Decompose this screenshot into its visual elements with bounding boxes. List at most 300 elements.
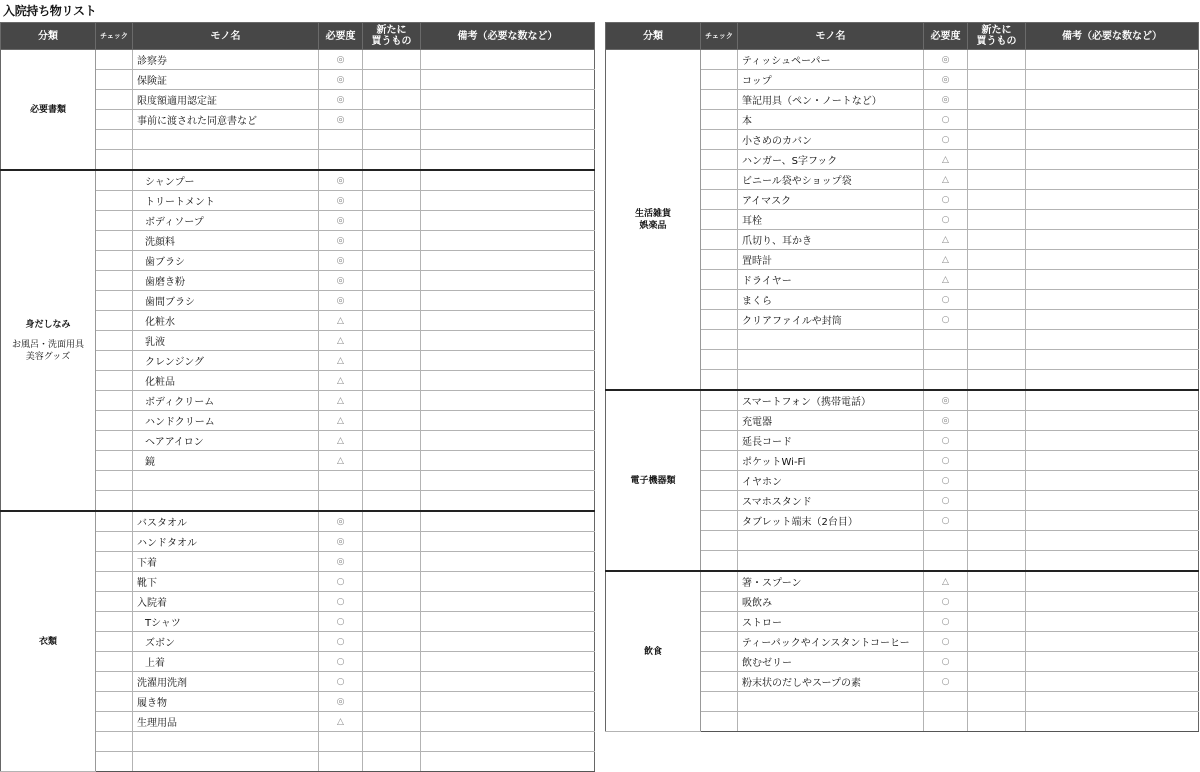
importance-cell: ○: [319, 672, 363, 692]
new-buy-cell[interactable]: [968, 370, 1026, 391]
check-cell[interactable]: [96, 70, 133, 90]
importance-cell: ○: [319, 592, 363, 612]
new-buy-cell[interactable]: [363, 70, 421, 90]
check-cell[interactable]: [96, 291, 133, 311]
importance-cell: ○: [924, 652, 968, 672]
importance-cell: ◎: [924, 90, 968, 110]
check-cell[interactable]: [96, 552, 133, 572]
notes-cell[interactable]: [1026, 130, 1199, 150]
new-buy-cell[interactable]: [968, 431, 1026, 451]
check-cell[interactable]: [701, 70, 738, 90]
notes-cell[interactable]: [421, 451, 595, 471]
check-cell[interactable]: [701, 571, 738, 592]
check-cell[interactable]: [96, 752, 133, 772]
new-buy-cell[interactable]: [363, 552, 421, 572]
new-buy-cell[interactable]: [968, 50, 1026, 70]
notes-cell[interactable]: [421, 191, 595, 211]
new-buy-cell[interactable]: [363, 712, 421, 732]
new-buy-cell[interactable]: [968, 310, 1026, 330]
check-cell[interactable]: [96, 511, 133, 532]
new-buy-header: 新たに 買うもの: [968, 23, 1026, 50]
notes-cell[interactable]: [1026, 431, 1199, 451]
check-cell[interactable]: [96, 391, 133, 411]
check-cell[interactable]: [701, 190, 738, 210]
notes-cell[interactable]: [421, 391, 595, 411]
new-buy-cell[interactable]: [968, 652, 1026, 672]
new-buy-cell[interactable]: [968, 592, 1026, 612]
check-cell[interactable]: [701, 390, 738, 411]
item-name-cell: シャンプー: [133, 170, 319, 191]
check-cell[interactable]: [701, 712, 738, 732]
item-name-cell: 小さめのカバン: [738, 130, 924, 150]
category-cell: [1, 50, 96, 171]
notes-cell[interactable]: [421, 532, 595, 552]
notes-cell[interactable]: [1026, 170, 1199, 190]
new-buy-cell[interactable]: [363, 331, 421, 351]
category-cell: [606, 50, 701, 391]
notes-cell[interactable]: [421, 692, 595, 712]
item-name-cell: ハンドクリーム: [133, 411, 319, 431]
notes-cell[interactable]: [421, 311, 595, 331]
item-name-cell: スマートフォン（携帯電話）: [738, 390, 924, 411]
new-buy-cell[interactable]: [363, 130, 421, 150]
importance-cell: [924, 531, 968, 551]
new-buy-cell[interactable]: [363, 491, 421, 512]
importance-cell: [924, 350, 968, 370]
check-cell[interactable]: [96, 572, 133, 592]
notes-cell[interactable]: [421, 411, 595, 431]
new-buy-cell[interactable]: [363, 672, 421, 692]
check-cell[interactable]: [701, 411, 738, 431]
category-cell: [606, 571, 701, 732]
check-cell[interactable]: [701, 451, 738, 471]
notes-cell[interactable]: [421, 732, 595, 752]
check-cell[interactable]: [96, 150, 133, 171]
notes-cell[interactable]: [1026, 350, 1199, 370]
check-cell[interactable]: [96, 411, 133, 431]
check-cell[interactable]: [701, 471, 738, 491]
notes-cell[interactable]: [421, 271, 595, 291]
new-buy-cell[interactable]: [363, 231, 421, 251]
check-cell[interactable]: [96, 491, 133, 512]
new-buy-cell[interactable]: [363, 150, 421, 171]
check-cell[interactable]: [701, 210, 738, 230]
notes-cell[interactable]: [1026, 190, 1199, 210]
new-buy-cell[interactable]: [968, 411, 1026, 431]
category-name: 電子機器類: [630, 475, 676, 486]
category-header: 分類: [1, 23, 96, 50]
item-name-cell: Tシャツ: [133, 612, 319, 632]
importance-cell: ○: [924, 451, 968, 471]
new-buy-cell[interactable]: [363, 632, 421, 652]
check-cell[interactable]: [701, 130, 738, 150]
item-name-cell: 歯間ブラシ: [133, 291, 319, 311]
notes-cell[interactable]: [421, 90, 595, 110]
notes-cell[interactable]: [1026, 692, 1199, 712]
check-cell[interactable]: [96, 632, 133, 652]
item-name-cell: [133, 732, 319, 752]
importance-cell: ◎: [319, 271, 363, 291]
check-cell[interactable]: [701, 330, 738, 350]
check-cell[interactable]: [96, 692, 133, 712]
check-cell[interactable]: [701, 230, 738, 250]
category-cell: [1, 170, 96, 511]
new-buy-cell[interactable]: [968, 150, 1026, 170]
notes-cell[interactable]: [421, 471, 595, 491]
check-cell[interactable]: [701, 592, 738, 612]
notes-cell[interactable]: [1026, 70, 1199, 90]
notes-cell[interactable]: [421, 110, 595, 130]
check-cell[interactable]: [701, 551, 738, 572]
check-cell[interactable]: [96, 170, 133, 191]
check-cell[interactable]: [701, 50, 738, 70]
notes-cell[interactable]: [421, 70, 595, 90]
notes-cell[interactable]: [1026, 612, 1199, 632]
check-cell[interactable]: [701, 491, 738, 511]
new-buy-cell[interactable]: [363, 652, 421, 672]
check-cell[interactable]: [701, 692, 738, 712]
notes-cell[interactable]: [421, 572, 595, 592]
notes-cell[interactable]: [421, 712, 595, 732]
importance-cell: ○: [924, 190, 968, 210]
new-buy-cell[interactable]: [968, 551, 1026, 572]
item-name-cell: 靴下: [133, 572, 319, 592]
notes-cell[interactable]: [1026, 250, 1199, 270]
notes-cell[interactable]: [1026, 210, 1199, 230]
check-cell[interactable]: [96, 371, 133, 391]
notes-cell[interactable]: [1026, 491, 1199, 511]
new-buy-cell[interactable]: [363, 351, 421, 371]
new-buy-cell[interactable]: [363, 431, 421, 451]
item-name-cell: 飲むゼリー: [738, 652, 924, 672]
new-buy-cell[interactable]: [968, 90, 1026, 110]
item-name-cell: 置時計: [738, 250, 924, 270]
notes-cell[interactable]: [421, 231, 595, 251]
check-cell[interactable]: [701, 290, 738, 310]
new-buy-header: 新たに 買うもの: [363, 23, 421, 50]
page-title: 入院持ち物リスト: [3, 4, 97, 18]
check-cell[interactable]: [701, 511, 738, 531]
table-row: [1, 511, 595, 532]
check-cell[interactable]: [701, 632, 738, 652]
notes-cell[interactable]: [1026, 712, 1199, 732]
item-name-cell: 充電器: [738, 411, 924, 431]
new-buy-cell[interactable]: [968, 712, 1026, 732]
notes-cell[interactable]: [421, 50, 595, 70]
new-buy-cell[interactable]: [363, 170, 421, 191]
item-name-cell: [738, 692, 924, 712]
check-cell[interactable]: [96, 191, 133, 211]
new-buy-cell[interactable]: [363, 50, 421, 70]
new-buy-cell[interactable]: [363, 191, 421, 211]
new-buy-cell[interactable]: [968, 350, 1026, 370]
new-buy-cell[interactable]: [363, 211, 421, 231]
notes-cell[interactable]: [421, 351, 595, 371]
check-cell[interactable]: [96, 50, 133, 70]
new-buy-cell[interactable]: [363, 291, 421, 311]
new-buy-cell[interactable]: [968, 692, 1026, 712]
item-name-cell: [738, 350, 924, 370]
notes-cell[interactable]: [1026, 471, 1199, 491]
notes-cell[interactable]: [1026, 370, 1199, 391]
importance-cell: ◎: [319, 170, 363, 191]
check-cell[interactable]: [96, 532, 133, 552]
notes-cell[interactable]: [1026, 230, 1199, 250]
item-name-cell: [738, 531, 924, 551]
notes-cell[interactable]: [1026, 571, 1199, 592]
check-cell[interactable]: [701, 350, 738, 370]
importance-cell: [924, 330, 968, 350]
new-buy-cell[interactable]: [363, 110, 421, 130]
notes-cell[interactable]: [421, 150, 595, 171]
new-buy-cell[interactable]: [968, 230, 1026, 250]
left-header-row: [1, 23, 595, 50]
item-name-cell: ズボン: [133, 632, 319, 652]
check-cell[interactable]: [701, 170, 738, 190]
importance-cell: ○: [319, 572, 363, 592]
item-name-cell: [133, 471, 319, 491]
item-name-cell: [738, 551, 924, 572]
item-name-cell: 乳液: [133, 331, 319, 351]
check-cell[interactable]: [701, 370, 738, 391]
notes-cell[interactable]: [1026, 390, 1199, 411]
notes-cell[interactable]: [421, 130, 595, 150]
notes-cell[interactable]: [421, 612, 595, 632]
new-buy-cell[interactable]: [363, 692, 421, 712]
notes-cell[interactable]: [1026, 652, 1199, 672]
notes-cell[interactable]: [1026, 270, 1199, 290]
notes-cell[interactable]: [421, 491, 595, 512]
notes-cell[interactable]: [421, 251, 595, 271]
notes-cell[interactable]: [421, 211, 595, 231]
new-buy-cell[interactable]: [968, 130, 1026, 150]
new-buy-cell[interactable]: [363, 451, 421, 471]
item-name-cell: 履き物: [133, 692, 319, 712]
category-name: 衣類: [38, 636, 57, 647]
new-buy-cell[interactable]: [363, 411, 421, 431]
category-name: 飲食: [643, 646, 662, 657]
item-name-cell: 延長コード: [738, 431, 924, 451]
importance-cell: ○: [924, 471, 968, 491]
importance-cell: △: [319, 331, 363, 351]
check-cell[interactable]: [96, 471, 133, 491]
check-cell[interactable]: [701, 90, 738, 110]
new-buy-cell[interactable]: [363, 752, 421, 772]
item-name-cell: [133, 130, 319, 150]
new-buy-cell[interactable]: [363, 511, 421, 532]
notes-cell[interactable]: [421, 291, 595, 311]
check-cell[interactable]: [96, 592, 133, 612]
notes-cell[interactable]: [1026, 330, 1199, 350]
item-name-cell: 下着: [133, 552, 319, 572]
check-cell[interactable]: [701, 652, 738, 672]
notes-cell[interactable]: [1026, 310, 1199, 330]
new-buy-cell[interactable]: [363, 271, 421, 291]
notes-cell[interactable]: [421, 431, 595, 451]
check-cell[interactable]: [96, 251, 133, 271]
item-name-cell: 歯ブラシ: [133, 251, 319, 271]
check-cell[interactable]: [96, 110, 133, 130]
new-buy-cell[interactable]: [968, 672, 1026, 692]
new-buy-cell[interactable]: [363, 90, 421, 110]
notes-cell[interactable]: [421, 511, 595, 532]
new-buy-cell[interactable]: [968, 290, 1026, 310]
item-name-cell: アイマスク: [738, 190, 924, 210]
new-buy-cell[interactable]: [968, 511, 1026, 531]
category-name: 身だしなみ: [25, 319, 71, 330]
new-buy-cell[interactable]: [968, 110, 1026, 130]
importance-cell: [924, 692, 968, 712]
new-buy-cell[interactable]: [968, 451, 1026, 471]
item-name-cell: 粉末状のだしやスープの素: [738, 672, 924, 692]
notes-cell[interactable]: [1026, 551, 1199, 572]
new-buy-cell[interactable]: [968, 390, 1026, 411]
check-cell[interactable]: [96, 351, 133, 371]
notes-cell[interactable]: [421, 632, 595, 652]
new-buy-cell[interactable]: [363, 732, 421, 752]
notes-cell[interactable]: [421, 652, 595, 672]
new-buy-cell[interactable]: [968, 270, 1026, 290]
notes-cell[interactable]: [421, 592, 595, 612]
check-cell[interactable]: [701, 310, 738, 330]
item-name-cell: ドライヤー: [738, 270, 924, 290]
new-buy-cell[interactable]: [363, 371, 421, 391]
notes-cell[interactable]: [1026, 511, 1199, 531]
new-buy-cell[interactable]: [363, 391, 421, 411]
item-name-cell: 洗濯用洗剤: [133, 672, 319, 692]
check-cell[interactable]: [701, 150, 738, 170]
item-name-cell: ボディソープ: [133, 211, 319, 231]
notes-cell[interactable]: [1026, 632, 1199, 652]
check-cell[interactable]: [701, 612, 738, 632]
check-cell[interactable]: [701, 110, 738, 130]
new-buy-cell[interactable]: [968, 210, 1026, 230]
importance-cell: [319, 130, 363, 150]
check-cell[interactable]: [701, 250, 738, 270]
item-name-cell: 生理用品: [133, 712, 319, 732]
check-cell[interactable]: [96, 231, 133, 251]
notes-cell[interactable]: [1026, 672, 1199, 692]
importance-cell: △: [319, 431, 363, 451]
notes-cell[interactable]: [421, 752, 595, 772]
new-buy-cell[interactable]: [968, 471, 1026, 491]
importance-cell: [924, 370, 968, 391]
item-name-cell: 事前に渡された同意書など: [133, 110, 319, 130]
notes-cell[interactable]: [1026, 90, 1199, 110]
new-buy-cell[interactable]: [363, 592, 421, 612]
check-cell[interactable]: [701, 672, 738, 692]
importance-cell: ○: [319, 612, 363, 632]
importance-cell: ◎: [319, 291, 363, 311]
notes-cell[interactable]: [1026, 150, 1199, 170]
importance-cell: △: [924, 571, 968, 592]
importance-cell: ◎: [319, 211, 363, 231]
check-cell[interactable]: [96, 672, 133, 692]
category-cell: [1, 511, 96, 772]
new-buy-cell[interactable]: [968, 70, 1026, 90]
notes-cell[interactable]: [1026, 411, 1199, 431]
check-cell[interactable]: [96, 612, 133, 632]
item-header: モノ名: [133, 23, 319, 50]
check-cell[interactable]: [96, 271, 133, 291]
notes-cell[interactable]: [1026, 531, 1199, 551]
new-buy-cell[interactable]: [968, 250, 1026, 270]
importance-cell: ○: [924, 210, 968, 230]
check-cell[interactable]: [96, 431, 133, 451]
check-cell[interactable]: [701, 270, 738, 290]
item-name-cell: [133, 491, 319, 512]
item-name-cell: クレンジング: [133, 351, 319, 371]
notes-cell[interactable]: [1026, 451, 1199, 471]
notes-cell[interactable]: [421, 672, 595, 692]
new-buy-cell[interactable]: [363, 471, 421, 491]
importance-cell: [924, 712, 968, 732]
importance-cell: ○: [924, 612, 968, 632]
importance-cell: [319, 752, 363, 772]
check-cell[interactable]: [96, 331, 133, 351]
notes-cell[interactable]: [1026, 592, 1199, 612]
check-cell[interactable]: [701, 431, 738, 451]
new-buy-cell[interactable]: [968, 612, 1026, 632]
new-buy-cell[interactable]: [968, 491, 1026, 511]
check-cell[interactable]: [96, 311, 133, 331]
new-buy-cell[interactable]: [968, 330, 1026, 350]
notes-cell[interactable]: [421, 170, 595, 191]
check-cell[interactable]: [701, 531, 738, 551]
importance-cell: [319, 150, 363, 171]
check-cell[interactable]: [96, 130, 133, 150]
importance-cell: ◎: [924, 411, 968, 431]
new-buy-cell[interactable]: [968, 632, 1026, 652]
importance-cell: △: [319, 371, 363, 391]
new-buy-cell[interactable]: [363, 532, 421, 552]
item-name-cell: ティッシュペーパー: [738, 50, 924, 70]
importance-cell: △: [924, 170, 968, 190]
new-buy-cell[interactable]: [363, 251, 421, 271]
item-name-cell: [133, 150, 319, 171]
importance-cell: ○: [924, 491, 968, 511]
item-name-cell: ハンガー、S字フック: [738, 150, 924, 170]
item-name-cell: 鏡: [133, 451, 319, 471]
check-cell[interactable]: [96, 712, 133, 732]
check-cell[interactable]: [96, 90, 133, 110]
notes-cell[interactable]: [421, 331, 595, 351]
new-buy-cell[interactable]: [363, 612, 421, 632]
check-cell[interactable]: [96, 732, 133, 752]
notes-cell[interactable]: [1026, 290, 1199, 310]
category-header: 分類: [606, 23, 701, 50]
new-buy-cell[interactable]: [968, 571, 1026, 592]
check-cell[interactable]: [96, 652, 133, 672]
item-name-cell: ストロー: [738, 612, 924, 632]
notes-cell[interactable]: [421, 371, 595, 391]
new-buy-cell[interactable]: [363, 572, 421, 592]
notes-header: 備考（必要な数など）: [421, 23, 595, 50]
notes-cell[interactable]: [1026, 50, 1199, 70]
notes-cell[interactable]: [1026, 110, 1199, 130]
new-buy-cell[interactable]: [968, 170, 1026, 190]
importance-cell: △: [319, 712, 363, 732]
category-cell: [606, 390, 701, 571]
new-buy-cell[interactable]: [968, 531, 1026, 551]
check-cell[interactable]: [96, 211, 133, 231]
importance-cell: ◎: [319, 231, 363, 251]
new-buy-cell[interactable]: [363, 311, 421, 331]
check-cell[interactable]: [96, 451, 133, 471]
item-name-cell: 耳栓: [738, 210, 924, 230]
new-buy-cell[interactable]: [968, 190, 1026, 210]
notes-cell[interactable]: [421, 552, 595, 572]
